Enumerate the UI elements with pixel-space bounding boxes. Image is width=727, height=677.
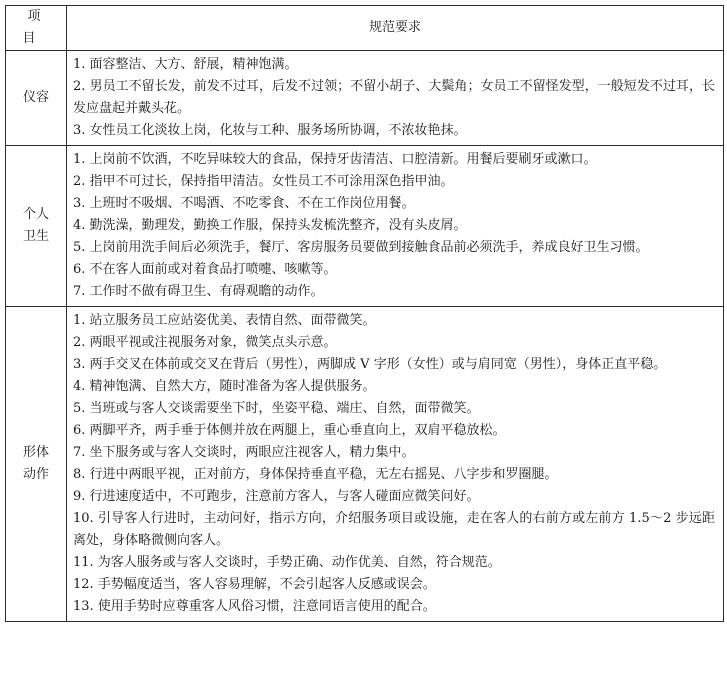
requirement-item: 13. 使用手势时应尊重客人风俗习惯，注意同语言使用的配合。 [73, 599, 436, 614]
table-body [6, 51, 724, 622]
requirement-list [73, 54, 715, 142]
requirement-item: 6. 不在客人面前或对着食品打喷嚏、咳嗽等。 [73, 262, 337, 277]
category-cell: 仪容 [6, 51, 67, 146]
requirement-item: 1. 上岗前不饮酒，不吃异味较大的食品，保持牙齿清洁、口腔清新。用餐后要刷牙或漱口。 [73, 152, 597, 167]
requirements-cell [67, 51, 724, 146]
header-requirements: 规范要求 [67, 6, 724, 51]
requirement-item: 7. 工作时不做有碍卫生、有碍观瞻的动作。 [73, 284, 324, 299]
requirement-item: 2. 指甲不可过长，保持指甲清洁。女性员工不可涂用深色指甲油。 [73, 174, 454, 189]
requirement-item: 3. 两手交叉在体前或交叉在背后（男性），两脚成 V 字形（女性）或与肩同宽（男性），身体正直平稳。 [73, 357, 667, 372]
requirement-item: 2. 男员工不留长发，前发不过耳，后发不过领；不留小胡子、大鬓角；女员工不留怪发型，一般短发不过耳，长发应盘起并戴头花。 [73, 79, 715, 116]
category-cell: 形体 动作 [6, 307, 67, 622]
requirements-cell [67, 146, 724, 307]
requirement-item: 9. 行进速度适中，不可跑步，注意前方客人，与客人碰面应微笑问好。 [73, 489, 480, 504]
requirement-item: 4. 精神饱满、自然大方，随时准备为客人提供服务。 [73, 379, 376, 394]
table-row-hygiene [6, 146, 724, 307]
requirements-cell [67, 307, 724, 622]
requirement-item: 1. 站立服务员工应站姿优美、表情自然、面带微笑。 [73, 313, 376, 328]
standards-table [5, 5, 724, 622]
category-cell: 个人 卫生 [6, 146, 67, 307]
requirement-item: 2. 两眼平视或注视服务对象，微笑点头示意。 [73, 335, 337, 350]
table-row-posture [6, 307, 724, 622]
requirement-list [73, 310, 715, 618]
requirement-item: 12. 手势幅度适当，客人容易理解，不会引起客人反感或误会。 [73, 577, 436, 592]
requirement-item: 7. 坐下服务或与客人交谈时，两眼应注视客人，精力集中。 [73, 445, 415, 460]
requirement-item: 11. 为客人服务或与客人交谈时，手势正确、动作优美、自然，符合规范。 [73, 555, 501, 570]
requirement-item: 5. 当班或与客人交谈需要坐下时，坐姿平稳、端庄、自然，面带微笑。 [73, 401, 480, 416]
requirement-list [73, 149, 715, 303]
requirement-item: 3. 女性员工化淡妆上岗，化妆与工种、服务场所协调，不浓妆艳抹。 [73, 123, 467, 138]
header-row [6, 6, 724, 51]
requirement-item: 8. 行进中两眼平视，正对前方，身体保持垂直平稳，无左右摇晃、八字步和罗圈腿。 [73, 467, 558, 482]
requirement-item: 10. 引导客人行进时，主动问好，指示方向，介绍服务项目或设施，走在客人的右前方或左前方 1.5～2 步远距离处，身体略微侧向客人。 [73, 511, 715, 548]
requirement-item: 4. 勤洗澡，勤理发，勤换工作服，保持头发梳洗整齐，没有头皮屑。 [73, 218, 467, 233]
header-item: 项目 [6, 6, 67, 51]
requirement-item: 5. 上岗前用洗手间后必须洗手，餐厅、客房服务员要做到接触食品前必须洗手，养成良好卫生习惯。 [73, 240, 649, 255]
table-row-appearance [6, 51, 724, 146]
requirement-item: 1. 面容整洁、大方、舒展，精神饱满。 [73, 57, 298, 72]
requirement-item: 6. 两脚平齐，两手垂于体侧并放在两腿上，重心垂直向上，双肩平稳放松。 [73, 423, 506, 438]
requirement-item: 3. 上班时不吸烟、不喝酒、不吃零食、不在工作岗位用餐。 [73, 196, 415, 211]
